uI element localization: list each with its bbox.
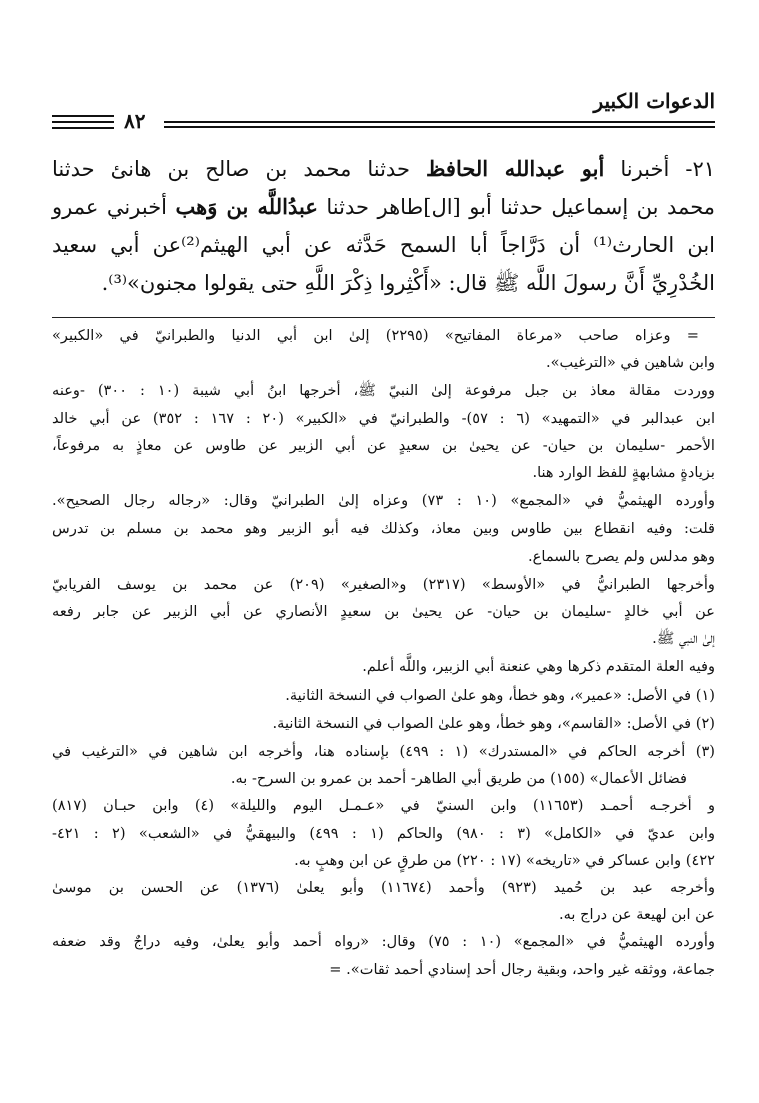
footnote-line: (١) في الأصل: «عمير»، وهو خطأ، وهو علىٰ الصواب في النسخة الثانية. — [285, 686, 715, 704]
hadith-number-text: ٢١- أخبرنا — [604, 157, 715, 181]
note-paragraph — [52, 487, 715, 514]
note-line: وفيه العلة المتقدم ذكرها وهي عنعنة أبي الزبير، واللَّه أعلم. — [362, 658, 715, 676]
page-number: ٨٢ — [124, 109, 146, 133]
header-rule-long-2 — [164, 126, 715, 128]
header-rule-long — [164, 121, 715, 123]
hadith-line-2 — [52, 188, 715, 226]
note-paragraph — [52, 322, 715, 376]
hadith-line-4: الخُدْرِيِّ أَنَّ رسولَ اللَّه ﷺ قال: «أَكْثِروا ذِكْرَ اللَّهِ حتى يقولوا مجنون»⁽³⁾. — [101, 271, 715, 295]
note-paragraph — [52, 653, 715, 680]
footnote-line: عن ابن لهيعة عن دراج به. — [558, 906, 715, 924]
page-number-rule-1 — [52, 115, 114, 117]
hadith-text — [52, 150, 715, 302]
note-paragraph — [52, 377, 715, 486]
note-line: عن أبي خالدٍ -سليمان بن حيان- عن يحيىٰ بن سعيدٍ الأنصاري عن أبي الزبير عن جابر رفعه — [52, 603, 715, 621]
hadith-text-segment: محمد بن إسماعيل حدثنا أبو [ال]طاهر حدثنا — [317, 195, 715, 219]
running-header — [52, 88, 715, 138]
note-line: وابن شاهين في «الترغيب». — [545, 354, 715, 372]
footnote-line: جماعة، ووثقه غير واحد، وبقية رجال أحد إسنادي أحمد ثقات». = — [329, 960, 715, 978]
footnote-line: وأخرجه عبد بن حُميد (٩٢٣) وأحمد (١١٦٧٤) وأبو يعلىٰ (١٣٧٦) عن الحسن بن موسىٰ — [52, 879, 715, 897]
note-line: إلىٰ النبي ﷺ. — [652, 630, 715, 648]
footnote-1 — [52, 682, 715, 709]
footnotes — [52, 322, 715, 984]
footnote-line: (٣) أخرجه الحاكم في «المستدرك» (١ : ٤٩٩) بإسناده هنا، وأخرجه ابن شاهين في «الترغيب في — [52, 743, 715, 761]
note-line: ووردت مقالة معاذ بن جبل مرفوعة إلىٰ النبيّ ﷺ، أخرجها ابنُ أبي شيبة (١٠ : ٣٠٠) -وعنه — [52, 382, 715, 400]
narrator-name: أبو عبدالله الحافظ — [425, 156, 605, 181]
note-line: الأحمر -سليمان بن حيان- عن يحيىٰ بن سعيدٍ عن أبي الزبير عن طاوس عن معاذٍ به مرفوعاً، — [52, 436, 715, 454]
footnote-line: و أخرجـه أحمـد (١١٦٥٣) وابن السنيّ في «عـمـل اليوم والليلة» (٤) وابن حبـان (٨١٧) — [52, 797, 715, 815]
header-title: الدعوات الكبير — [593, 89, 715, 113]
note-line: ابن عبدالبر في «التمهيد» (٦ : ٥٧)- والطبرانيّ في «الكبير» (٢٠ : ١٦٧ : ٣٥٢) عن أبي خالد — [52, 409, 715, 427]
hadith-line-1 — [52, 150, 715, 188]
page-number-rule-3 — [52, 127, 114, 129]
note-paragraph — [52, 515, 715, 569]
note-line: وأخرجها الطبرانيُّ في «الأوسط» (٢٣١٧) و«الصغير» (٢٠٩) عن محمد بن يوسف الفريابيّ — [52, 575, 715, 593]
hadith-text-segment: أخبرني عمرو — [52, 195, 176, 219]
footnote-2 — [52, 710, 715, 737]
note-line: بزيادةٍ مشابهةٍ للفظ الوارد هنا. — [532, 464, 715, 482]
footnote-line: وابن عديّ في «الكامل» (٣ : ٩٨٠) والحاكم (١ : ٤٩٩) والبيهقيُّ في «الشعب» (٢ : ٤٢١- — [52, 824, 715, 842]
hadith-paragraph — [52, 150, 715, 302]
hadith-line-3: ابن الحارث⁽¹⁾ أن دَرَّاجاً أبا السمح حَدَّثه عن أبي الهيثم⁽²⁾عن أبي سعيد — [52, 233, 715, 257]
footnote-3 — [52, 738, 715, 983]
note-paragraph — [52, 571, 715, 653]
footnote-line: فضائل الأعمال» (١٥٥) من طريق أبي الطاهر- أحمد بن عمرو بن السرح- به. — [230, 770, 687, 788]
footnote-line: (٢) في الأصل: «القاسم»، وهو خطأ، وهو علىٰ الصواب في النسخة الثانية. — [272, 714, 715, 732]
note-line: قلت: وفيه انقطاع بين طاوس وبين معاذ، وكذلك فيه أبو الزبير وهو محمد بن مسلم بن تدرس — [52, 520, 715, 538]
note-line: وأورده الهيثميُّ في «المجمع» (١٠ : ٧٣) وعزاه إلىٰ الطبرانيّ وقال: «رجاله رجال الصحيح». — [52, 492, 715, 510]
note-line: وهو مدلس ولم يصرح بالسماع. — [528, 547, 715, 565]
note-line: = وعزاه صاحب «مرعاة المفاتيح» (٢٢٩٥) إلىٰ ابن أبي الدنيا والطبرانيّ في «الكبير» — [52, 327, 699, 344]
footnote-divider — [52, 317, 715, 318]
hadith-text-segment: حدثنا محمد بن صالح بن هانئ حدثنا — [52, 157, 426, 181]
footnote-line: وأورده الهيثميُّ في «المجمع» (١٠ : ٧٥) وقال: «رواه أحمد وأبو يعلىٰ، وفيه دراجٌ وقد ضعفه — [52, 933, 715, 951]
narrator-name: عبدُاللَّه بن وَهب — [175, 194, 318, 219]
page-number-rule-2 — [52, 121, 114, 123]
footnote-line: ٤٢٢) وابن عساكر في «تاريخه» (١٧ : ٢٢٠) من طرقٍ عن ابن وهبٍ به. — [294, 851, 715, 869]
